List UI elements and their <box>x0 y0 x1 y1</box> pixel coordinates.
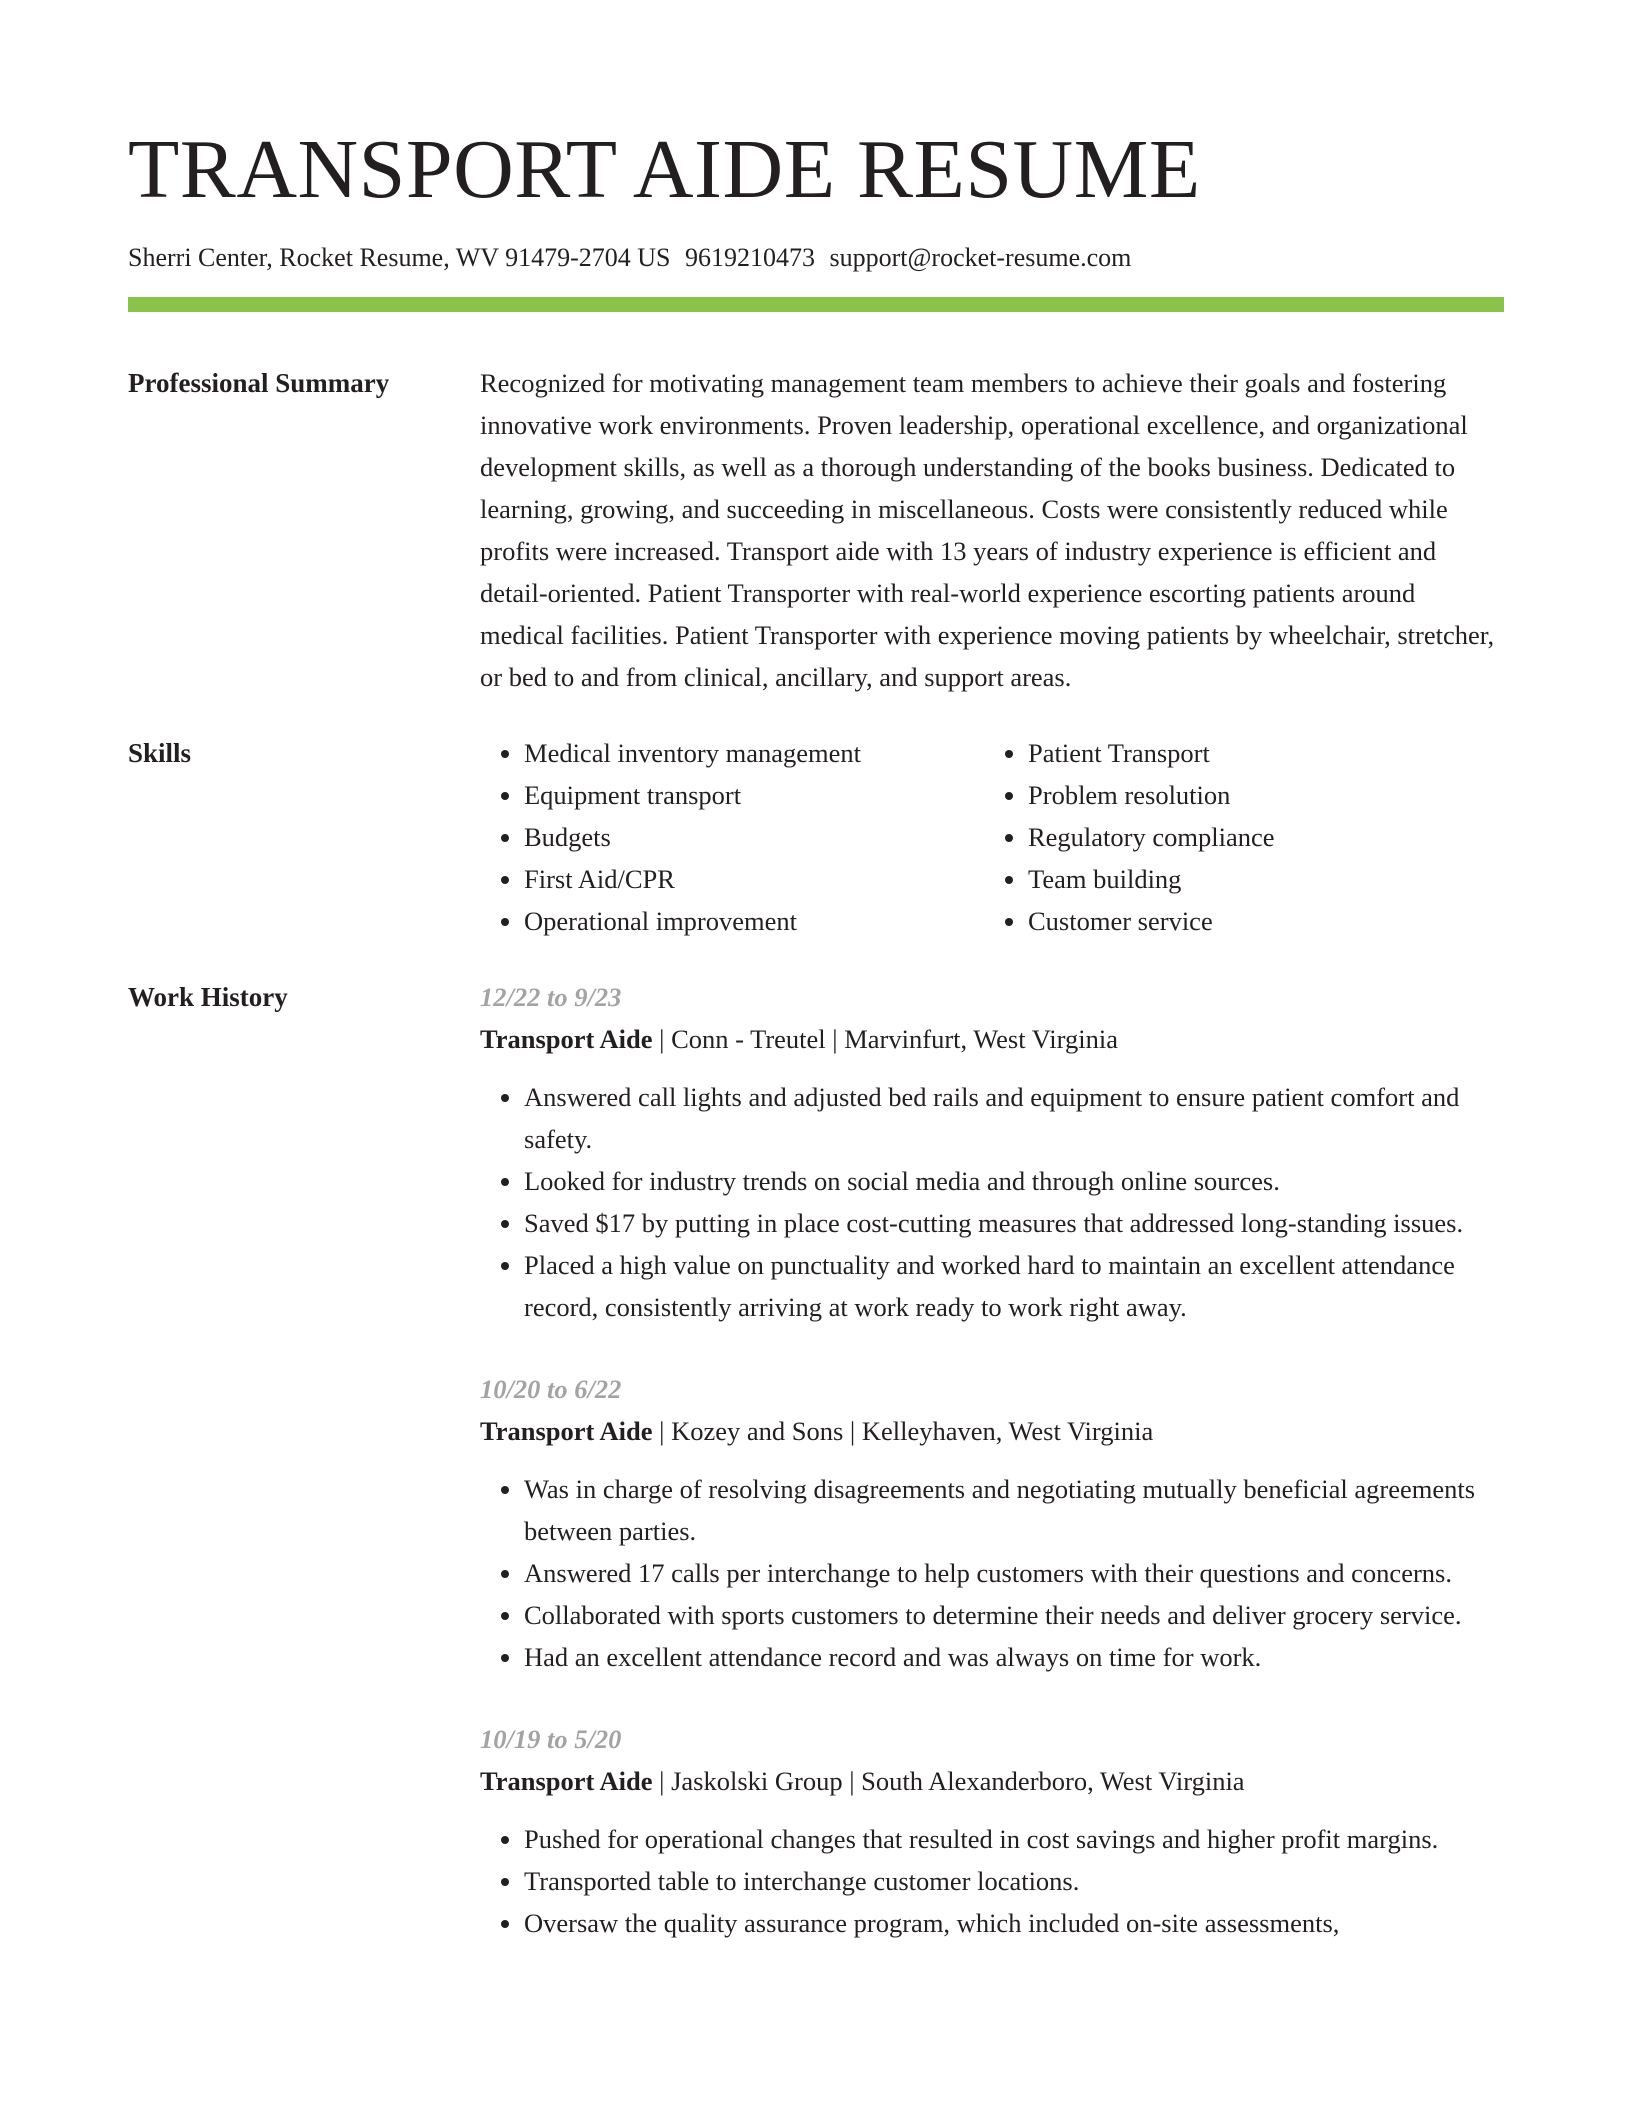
skills-section <box>128 732 1504 942</box>
job-dates: 12/22 to 9/23 <box>480 982 622 1012</box>
job-entry <box>480 976 1504 1328</box>
job-bullet: • Had an excellent attendance record and was always on time for work. <box>524 1636 1504 1678</box>
skill-item: • Customer service <box>1028 900 1488 942</box>
job-entry <box>480 1718 1504 1944</box>
job-bullet: • Looked for industry trends on social media and through online sources. <box>524 1160 1504 1202</box>
skill-item: • Problem resolution <box>1028 774 1488 816</box>
job-bullet: • Collaborated with sports customers to determine their needs and deliver grocery service. <box>524 1594 1504 1636</box>
skill-item: • Team building <box>1028 858 1488 900</box>
skill-item: • Budgets <box>524 816 984 858</box>
job-entry <box>480 1368 1504 1678</box>
work-history-heading: Work History <box>128 982 288 1012</box>
skills-list-left <box>480 732 984 942</box>
job-heading <box>480 1410 1504 1452</box>
job-bullet: • Was in charge of resolving disagreements and negotiating mutually beneficial agreements between parties. <box>524 1468 1504 1552</box>
job-title: Transport Aide <box>480 1766 653 1796</box>
skills-list-right <box>984 732 1488 942</box>
resume-title: TRANSPORT AIDE RESUME <box>128 123 1201 216</box>
job-dates: 10/20 to 6/22 <box>480 1374 622 1404</box>
skills-heading: Skills <box>128 738 192 768</box>
summary-text: Recognized for motivating management team members to achieve their goals and fostering innovative work environments. Proven leadership, operational excellence, and organizational development skills, as well as a thorough understanding of the books business. Dedicated to learning, growing, and succeeding in miscellaneous. Costs were consistently reduced while profits were increased. Transport aide with 13 years of industry experience is efficient and detail-oriented. Patient Transporter with real-world experience escorting patients around medical facilities. Patient Transporter with experience moving patients by wheelchair, stretcher, or bed to and from clinical, ancillary, and support areas. <box>480 368 1495 692</box>
contact-email[interactable]: support@rocket-resume.com <box>829 243 1132 272</box>
contact-address: Sherri Center, Rocket Resume, WV 91479-2704 US <box>128 243 671 272</box>
skill-item: • Regulatory compliance <box>1028 816 1488 858</box>
job-employer-location: | Jaskolski Group | South Alexanderboro, West Virginia <box>652 1766 1245 1796</box>
job-employer-location: | Kozey and Sons | Kelleyhaven, West Virginia <box>652 1416 1154 1446</box>
job-dates: 10/19 to 5/20 <box>480 1724 622 1754</box>
job-heading <box>480 1760 1504 1802</box>
job-bullet: • Answered 17 calls per interchange to help customers with their questions and concerns. <box>524 1552 1504 1594</box>
job-bullet: • Saved $17 by putting in place cost-cutting measures that addressed long-standing issues. <box>524 1202 1504 1244</box>
job-bullet: • Oversaw the quality assurance program, which included on-site assessments, <box>524 1902 1504 1944</box>
summary-heading: Professional Summary <box>128 368 390 398</box>
skill-item: • Medical inventory management <box>524 732 984 774</box>
job-bullets <box>480 1818 1504 1944</box>
skill-item: • Patient Transport <box>1028 732 1488 774</box>
skill-item: • Equipment transport <box>524 774 984 816</box>
job-title: Transport Aide <box>480 1024 653 1054</box>
job-bullets <box>480 1468 1504 1678</box>
job-bullet: • Answered call lights and adjusted bed rails and equipment to ensure patient comfort and safety. <box>524 1076 1504 1160</box>
resume-page <box>128 0 1504 1984</box>
contact-phone: 9619210473 <box>684 243 815 272</box>
skill-item: • First Aid/CPR <box>524 858 984 900</box>
summary-section <box>128 362 1504 698</box>
job-employer-location: | Conn - Treutel | Marvinfurt, West Virginia <box>652 1024 1118 1054</box>
job-bullet: • Placed a high value on punctuality and worked hard to maintain an excellent attendance record, consistently arriving at work ready to work right away. <box>524 1244 1504 1328</box>
header-rule <box>128 297 1504 312</box>
skill-item: • Operational improvement <box>524 900 984 942</box>
job-title: Transport Aide <box>480 1416 653 1446</box>
contact-line <box>128 242 1504 274</box>
job-bullet: • Pushed for operational changes that resulted in cost savings and higher profit margins. <box>524 1818 1504 1860</box>
work-history-section <box>128 976 1504 1984</box>
job-bullet: • Transported table to interchange customer locations. <box>524 1860 1504 1902</box>
job-heading <box>480 1018 1504 1060</box>
job-bullets <box>480 1076 1504 1328</box>
